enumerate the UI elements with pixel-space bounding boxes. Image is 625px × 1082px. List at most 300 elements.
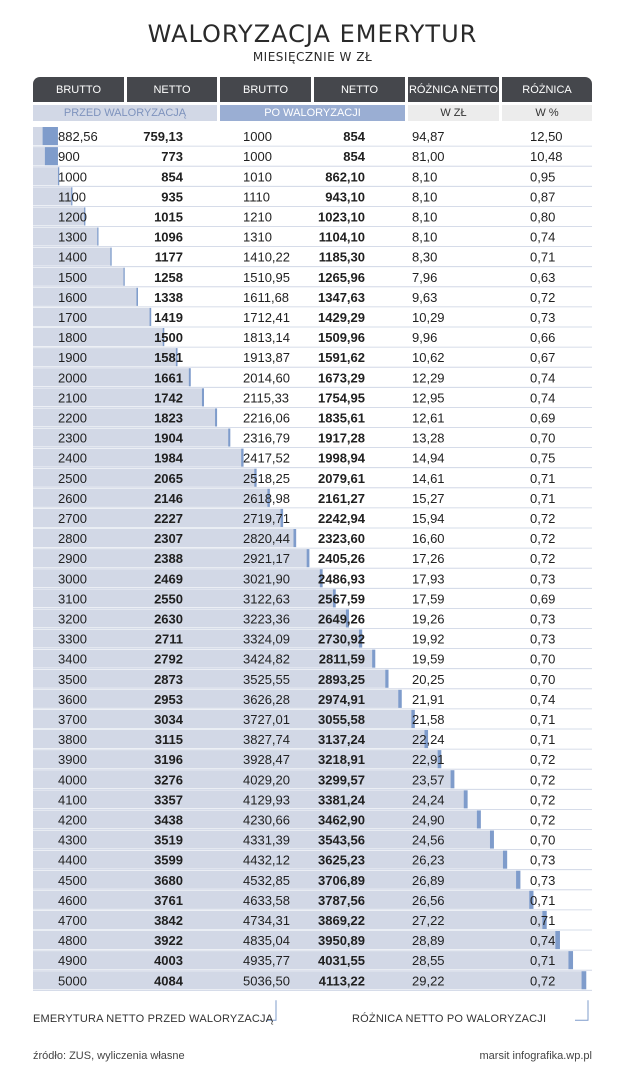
table-cell-roznica_zl: 10,29 — [412, 309, 445, 325]
table-cell-netto_po: 943,10 — [325, 189, 365, 205]
netto-diff-bar — [228, 429, 230, 447]
table-cell-roznica_pct: 0,71 — [530, 249, 556, 265]
table-cell-brutto_po: 4935,77 — [243, 953, 290, 969]
table-cell-roznica_pct: 0,72 — [530, 289, 556, 305]
table-cell-brutto_po: 1310 — [243, 229, 272, 245]
table-cell-roznica_pct: 0,73 — [530, 309, 556, 325]
header-diff-pct: RÓŻNICA — [502, 77, 592, 102]
table-cell-brutto_przed: 4200 — [58, 812, 87, 828]
table-cell-roznica_pct: 0,75 — [530, 450, 556, 466]
table-cell-brutto_po: 4029,20 — [243, 772, 290, 788]
table-cell-netto_przed: 2550 — [154, 591, 183, 607]
table-cell-roznica_pct: 0,74 — [530, 370, 556, 386]
table-cell-netto_przed: 3034 — [154, 711, 183, 727]
netto-diff-bar — [477, 810, 481, 828]
table-cell-brutto_po: 4432,12 — [243, 852, 290, 868]
table-cell-brutto_przed: 1100 — [58, 189, 86, 205]
table-cell-brutto_przed: 900 — [58, 149, 80, 165]
table-cell-brutto_przed: 4600 — [58, 892, 87, 908]
table-cell-roznica_pct: 0,73 — [530, 852, 556, 868]
table-cell-brutto_przed: 4100 — [58, 792, 87, 808]
table-cell-netto_po: 2811,59 — [318, 651, 365, 667]
table-cell-brutto_przed: 3200 — [58, 611, 87, 627]
table-cell-netto_przed: 773 — [161, 149, 183, 165]
table-cell-brutto_po: 2719,71 — [243, 510, 290, 526]
table-cell-roznica_pct: 0,73 — [530, 631, 556, 647]
table-cell-roznica_pct: 0,73 — [530, 571, 556, 587]
table-cell-brutto_po: 3626,28 — [243, 691, 290, 707]
table-cell-roznica_pct: 0,72 — [530, 752, 556, 768]
table-cell-netto_po: 2079,61 — [318, 470, 365, 486]
table-cell-brutto_po: 1410,22 — [243, 249, 290, 265]
table-cell-roznica_pct: 12,50 — [530, 129, 563, 145]
table-cell-netto_przed: 759,13 — [143, 129, 183, 145]
table-cell-roznica_zl: 13,28 — [412, 430, 445, 446]
table-cell-brutto_po: 4633,58 — [243, 892, 290, 908]
table-cell-roznica_pct: 0,71 — [530, 892, 556, 908]
netto-before-bar — [33, 750, 438, 768]
table-cell-roznica_pct: 10,48 — [530, 149, 563, 165]
table-cell-netto_po: 1917,28 — [318, 430, 365, 446]
table-cell-brutto_po: 1000 — [243, 129, 272, 145]
table-cell-netto_przed: 3276 — [154, 772, 183, 788]
table-cell-brutto_po: 1611,68 — [243, 289, 290, 305]
table-cell-netto_po: 1347,63 — [318, 289, 365, 305]
table-cell-brutto_przed: 1400 — [58, 249, 87, 265]
table-cell-brutto_przed: 3000 — [58, 571, 87, 587]
table-cell-roznica_pct: 0,72 — [530, 510, 556, 526]
table-cell-netto_przed: 1823 — [154, 410, 183, 426]
netto-diff-bar — [503, 851, 507, 869]
table-cell-netto_po: 2405,26 — [318, 551, 365, 567]
credit-note: marsit infografika.wp.pl — [479, 1050, 592, 1062]
table-cell-netto_po: 2323,60 — [318, 531, 365, 547]
table-cell-brutto_przed: 2500 — [58, 470, 87, 486]
table-cell-brutto_po: 2618,98 — [243, 490, 290, 506]
table-cell-netto_przed: 3599 — [154, 852, 183, 868]
table-cell-netto_przed: 2227 — [154, 510, 183, 526]
table-cell-roznica_zl: 12,29 — [412, 370, 445, 386]
netto-diff-bar — [202, 388, 204, 406]
table-cell-netto_przed: 2953 — [154, 691, 183, 707]
table-cell-netto_po: 1835,61 — [318, 410, 365, 426]
table-cell-roznica_zl: 22,24 — [412, 732, 445, 748]
table-cell-netto_przed: 1177 — [154, 249, 183, 265]
table-cell-roznica_zl: 12,95 — [412, 390, 445, 406]
netto-before-bar — [33, 127, 43, 145]
table-cell-netto_przed: 935 — [161, 189, 183, 205]
table-cell-roznica_pct: 0,74 — [530, 691, 556, 707]
table-cell-roznica_zl: 20,25 — [412, 671, 445, 687]
table-cell-roznica_zl: 8,10 — [412, 209, 438, 225]
table-cell-roznica_zl: 24,56 — [412, 832, 445, 848]
table-cell-roznica_zl: 17,59 — [412, 591, 445, 607]
table-cell-brutto_po: 3727,01 — [243, 711, 290, 727]
table-cell-brutto_przed: 1900 — [58, 350, 87, 366]
table-cell-brutto_po: 3223,36 — [243, 611, 290, 627]
legend-right: RÓŻNICA NETTO PO WALORYZACJI — [352, 1013, 547, 1025]
table-cell-netto_po: 3787,56 — [318, 892, 365, 908]
table-cell-netto_przed: 2873 — [154, 671, 183, 687]
table-cell-netto_po: 2649,26 — [318, 611, 365, 627]
table-cell-roznica_zl: 22,91 — [412, 752, 445, 768]
table-cell-netto_przed: 1661 — [154, 370, 183, 386]
legend-right-connector — [575, 1000, 588, 1020]
table-cell-brutto_po: 4532,85 — [243, 872, 290, 888]
table-cell-roznica_zl: 17,26 — [412, 551, 445, 567]
table-cell-roznica_zl: 81,00 — [412, 149, 445, 165]
table-cell-netto_przed: 3357 — [154, 792, 183, 808]
subheader-pct-unit: W % — [502, 105, 592, 121]
table-cell-netto_przed: 3680 — [154, 872, 183, 888]
table-cell-roznica_pct: 0,87 — [530, 189, 556, 205]
table-cell-brutto_przed: 3300 — [58, 631, 87, 647]
table-cell-brutto_przed: 1300 — [58, 229, 87, 245]
table-cell-brutto_przed: 1500 — [58, 269, 87, 285]
table-cell-netto_przed: 4084 — [154, 973, 183, 989]
table-cell-roznica_zl: 21,58 — [412, 711, 445, 727]
table-cell-roznica_pct: 0,73 — [530, 611, 556, 627]
subheader-after: PO WALORYZACJI — [220, 105, 405, 121]
source-note: źródło: ZUS, wyliczenia własne — [33, 1050, 185, 1062]
table-cell-roznica_zl: 26,23 — [412, 852, 445, 868]
table-cell-roznica_pct: 0,70 — [530, 651, 556, 667]
table-cell-roznica_zl: 14,61 — [412, 470, 445, 486]
netto-diff-bar — [385, 670, 388, 688]
table-cell-netto_po: 1265,96 — [318, 269, 365, 285]
table-cell-netto_po: 2730,92 — [318, 631, 365, 647]
table-cell-netto_przed: 1015 — [154, 209, 183, 225]
table-cell-netto_po: 1998,94 — [318, 450, 365, 466]
table-cell-brutto_przed: 1000 — [58, 169, 87, 185]
table-cell-netto_po: 1104,10 — [318, 229, 365, 245]
table-cell-netto_przed: 1419 — [154, 309, 183, 325]
table-cell-roznica_pct: 0,69 — [530, 410, 556, 426]
table-cell-netto_po: 4113,22 — [318, 973, 365, 989]
table-cell-brutto_po: 2518,25 — [243, 470, 290, 486]
netto-before-bar — [33, 730, 424, 748]
table-cell-roznica_pct: 0,74 — [530, 933, 556, 949]
table-cell-roznica_zl: 24,90 — [412, 812, 445, 828]
table-cell-netto_przed: 1096 — [154, 229, 183, 245]
table-cell-roznica_zl: 8,30 — [412, 249, 438, 265]
netto-diff-bar — [372, 650, 375, 668]
table-cell-brutto_przed: 2400 — [58, 450, 87, 466]
table-cell-netto_po: 3543,56 — [318, 832, 365, 848]
table-cell-brutto_po: 2216,06 — [243, 410, 290, 426]
table-cell-roznica_pct: 0,73 — [530, 872, 556, 888]
table-cell-netto_przed: 2711 — [154, 631, 183, 647]
table-cell-roznica_zl: 27,22 — [412, 912, 445, 928]
table-cell-netto_po: 3055,58 — [318, 711, 365, 727]
table-cell-roznica_zl: 7,96 — [412, 269, 438, 285]
table-cell-netto_po: 1429,29 — [318, 309, 365, 325]
netto-before-bar — [33, 770, 451, 788]
table-cell-brutto_przed: 4300 — [58, 832, 87, 848]
table-cell-roznica_pct: 0,72 — [530, 551, 556, 567]
table-cell-brutto_przed: 1800 — [58, 330, 87, 346]
table-cell-brutto_przed: 2900 — [58, 551, 87, 567]
netto-diff-bar — [451, 770, 455, 788]
netto-before-bar — [33, 931, 555, 949]
table-cell-brutto_przed: 3100 — [58, 591, 87, 607]
table-cell-netto_przed: 2065 — [154, 470, 183, 486]
header-diff-zl: RÓŻNICA NETTO — [408, 77, 499, 102]
table-cell-brutto_przed: 2200 — [58, 410, 87, 426]
table-cell-brutto_po: 3122,63 — [243, 591, 290, 607]
table-cell-roznica_zl: 26,56 — [412, 892, 445, 908]
netto-diff-bar — [189, 368, 191, 386]
table-cell-netto_po: 854 — [343, 149, 365, 165]
table-cell-roznica_zl: 9,96 — [412, 330, 438, 346]
table-cell-brutto_po: 4835,04 — [243, 933, 290, 949]
netto-diff-bar — [293, 529, 296, 547]
table-cell-brutto_po: 1010 — [243, 169, 272, 185]
netto-diff-bar — [516, 871, 520, 889]
table-cell-brutto_po: 2115,33 — [243, 390, 290, 406]
subheader-before: PRZED WALORYZACJĄ — [33, 105, 217, 121]
table-cell-brutto_przed: 4000 — [58, 772, 87, 788]
table-cell-netto_przed: 2388 — [154, 551, 183, 567]
table-cell-roznica_pct: 0,70 — [530, 832, 556, 848]
netto-before-bar — [33, 328, 163, 346]
table-cell-brutto_po: 5036,50 — [243, 973, 290, 989]
table-cell-brutto_po: 3021,90 — [243, 571, 290, 587]
table-cell-netto_przed: 3115 — [154, 732, 183, 748]
legend-left: EMERYTURA NETTO PRZED WALORYZACJĄ — [33, 1013, 274, 1025]
table-cell-roznica_zl: 19,92 — [412, 631, 445, 647]
table-cell-brutto_po: 2014,60 — [243, 370, 290, 386]
table-cell-brutto_po: 3525,55 — [243, 671, 290, 687]
table-cell-roznica_zl: 17,93 — [412, 571, 445, 587]
table-cell-brutto_przed: 1700 — [58, 309, 87, 325]
table-cell-netto_przed: 1581 — [154, 350, 183, 366]
table-cell-netto_przed: 3196 — [154, 752, 183, 768]
table-cell-roznica_zl: 29,22 — [412, 973, 445, 989]
table-cell-roznica_zl: 94,87 — [412, 129, 445, 145]
table-cell-netto_przed: 1742 — [154, 390, 183, 406]
table-cell-brutto_po: 2316,79 — [243, 430, 290, 446]
table-cell-roznica_zl: 14,94 — [412, 450, 445, 466]
netto-diff-bar — [136, 288, 138, 306]
table-cell-netto_przed: 2307 — [154, 531, 183, 547]
table-cell-brutto_przed: 2000 — [58, 370, 87, 386]
table-cell-netto_po: 1023,10 — [318, 209, 365, 225]
table-cell-roznica_zl: 28,89 — [412, 933, 445, 949]
table-cell-netto_po: 854 — [343, 129, 365, 145]
header-netto-before: NETTO — [127, 77, 217, 102]
netto-diff-bar — [97, 228, 98, 246]
netto-diff-bar — [45, 147, 58, 165]
table-cell-roznica_zl: 24,24 — [412, 792, 445, 808]
table-cell-brutto_przed: 882,56 — [58, 129, 98, 145]
table-cell-brutto_po: 4734,31 — [243, 912, 290, 928]
netto-before-bar — [33, 167, 58, 185]
table-cell-netto_po: 2242,94 — [318, 510, 365, 526]
table-cell-roznica_pct: 0,72 — [530, 772, 556, 788]
table-cell-roznica_pct: 0,71 — [530, 953, 556, 969]
netto-diff-bar — [464, 790, 468, 808]
table-cell-roznica_pct: 0,71 — [530, 912, 556, 928]
table-cell-brutto_po: 3324,09 — [243, 631, 290, 647]
table-cell-netto_po: 1673,29 — [318, 370, 365, 386]
table-cell-brutto_przed: 1200 — [58, 209, 87, 225]
table-cell-roznica_zl: 10,62 — [412, 350, 445, 366]
table-cell-roznica_zl: 8,10 — [412, 169, 438, 185]
netto-diff-bar — [215, 408, 217, 426]
table-cell-netto_po: 3218,91 — [318, 752, 365, 768]
table-cell-brutto_przed: 3600 — [58, 691, 87, 707]
chart-title: WALORYZACJA EMERYTUR — [147, 20, 478, 48]
table-cell-netto_przed: 854 — [161, 169, 183, 185]
table-cell-roznica_pct: 0,69 — [530, 591, 556, 607]
table-cell-netto_przed: 1984 — [154, 450, 183, 466]
table-cell-brutto_przed: 2600 — [58, 490, 87, 506]
table-cell-roznica_zl: 9,63 — [412, 289, 438, 305]
table-cell-roznica_pct: 0,71 — [530, 470, 556, 486]
table-cell-brutto_przed: 3500 — [58, 671, 87, 687]
table-cell-brutto_po: 1110 — [243, 189, 270, 205]
table-cell-brutto_przed: 4500 — [58, 872, 87, 888]
table-cell-netto_po: 2567,59 — [318, 591, 365, 607]
table-cell-netto_po: 2974,91 — [318, 691, 365, 707]
table-cell-brutto_po: 3424,82 — [243, 651, 290, 667]
table-cell-netto_po: 3381,24 — [318, 792, 365, 808]
table-cell-brutto_przed: 2300 — [58, 430, 87, 446]
table-cell-brutto_przed: 4800 — [58, 933, 87, 949]
table-cell-roznica_pct: 0,70 — [530, 671, 556, 687]
subheader-diff-unit: W ZŁ — [408, 105, 499, 121]
table-cell-netto_przed: 3438 — [154, 812, 183, 828]
table-cell-netto_przed: 3519 — [154, 832, 183, 848]
table-cell-netto_po: 2486,93 — [318, 571, 365, 587]
header-brutto-after: BRUTTO — [220, 77, 311, 102]
netto-diff-bar — [568, 951, 573, 969]
table-cell-brutto_przed: 4900 — [58, 953, 87, 969]
table-cell-netto_przed: 2469 — [154, 571, 183, 587]
table-cell-roznica_zl: 21,91 — [412, 691, 445, 707]
header-brutto-before: BRUTTO — [33, 77, 124, 102]
table-cell-brutto_przed: 3800 — [58, 732, 87, 748]
netto-diff-bar — [307, 549, 310, 567]
table-cell-netto_przed: 3761 — [154, 892, 183, 908]
table-cell-roznica_pct: 0,71 — [530, 711, 556, 727]
table-cell-roznica_pct: 0,74 — [530, 390, 556, 406]
table-cell-roznica_zl: 19,26 — [412, 611, 445, 627]
table-cell-roznica_pct: 0,67 — [530, 350, 556, 366]
table-cell-brutto_przed: 5000 — [58, 973, 87, 989]
netto-diff-bar — [490, 831, 494, 849]
table-cell-roznica_pct: 0,95 — [530, 169, 556, 185]
header-netto-after: NETTO — [314, 77, 405, 102]
table-cell-brutto_przed: 4700 — [58, 912, 87, 928]
table-cell-brutto_po: 2417,52 — [243, 450, 290, 466]
netto-diff-bar — [398, 690, 402, 708]
table-cell-roznica_pct: 0,74 — [530, 229, 556, 245]
table-cell-roznica_zl: 28,55 — [412, 953, 445, 969]
table-cell-roznica_zl: 26,89 — [412, 872, 445, 888]
table-cell-roznica_pct: 0,71 — [530, 732, 556, 748]
table-cell-netto_przed: 2792 — [154, 651, 183, 667]
table-cell-roznica_pct: 0,66 — [530, 330, 556, 346]
table-cell-netto_po: 3625,23 — [318, 852, 365, 868]
table-cell-roznica_pct: 0,80 — [530, 209, 556, 225]
table-cell-roznica_pct: 0,71 — [530, 490, 556, 506]
table-cell-brutto_przed: 1600 — [58, 289, 87, 305]
table-cell-brutto_po: 3928,47 — [243, 752, 290, 768]
table-cell-roznica_pct: 0,72 — [530, 973, 556, 989]
table-cell-netto_przed: 2630 — [154, 611, 183, 627]
table-cell-netto_po: 3950,89 — [318, 933, 365, 949]
table-cell-brutto_po: 3827,74 — [243, 732, 290, 748]
netto-before-bar — [33, 147, 45, 165]
table-cell-brutto_po: 1000 — [243, 149, 272, 165]
table-cell-brutto_po: 2820,44 — [243, 531, 290, 547]
table-cell-netto_przed: 3842 — [154, 912, 183, 928]
table-cell-netto_po: 3869,22 — [318, 912, 365, 928]
table-cell-netto_po: 3706,89 — [318, 872, 365, 888]
netto-diff-bar — [123, 268, 124, 286]
table-cell-roznica_zl: 12,61 — [412, 410, 445, 426]
table-cell-brutto_po: 1210 — [243, 209, 272, 225]
table-cell-roznica_pct: 0,63 — [530, 269, 556, 285]
table-cell-netto_przed: 1904 — [154, 430, 183, 446]
netto-diff-bar — [150, 308, 152, 326]
table-cell-roznica_zl: 8,10 — [412, 189, 438, 205]
netto-diff-bar — [555, 931, 560, 949]
table-cell-netto_po: 2161,27 — [318, 490, 365, 506]
table-cell-netto_przed: 1258 — [154, 269, 183, 285]
table-cell-brutto_przed: 4400 — [58, 852, 87, 868]
netto-diff-bar — [110, 248, 111, 266]
table-cell-brutto_po: 1913,87 — [243, 350, 290, 366]
table-cell-roznica_zl: 15,27 — [412, 490, 445, 506]
table-cell-roznica_zl: 8,10 — [412, 229, 438, 245]
table-cell-netto_przed: 1338 — [154, 289, 183, 305]
table-cell-roznica_pct: 0,72 — [530, 531, 556, 547]
table-cell-netto_po: 1591,62 — [318, 350, 365, 366]
table-cell-brutto_po: 1510,95 — [243, 269, 290, 285]
table-cell-roznica_zl: 19,59 — [412, 651, 445, 667]
table-cell-brutto_przed: 3700 — [58, 711, 87, 727]
table-cell-brutto_przed: 3900 — [58, 752, 87, 768]
netto-before-bar — [33, 971, 582, 989]
table-cell-roznica_pct: 0,72 — [530, 812, 556, 828]
table-cell-netto_po: 1754,95 — [318, 390, 365, 406]
table-cell-netto_po: 3137,24 — [318, 732, 365, 748]
table-cell-roznica_pct: 0,72 — [530, 792, 556, 808]
table-cell-brutto_przed: 2700 — [58, 510, 87, 526]
table-cell-roznica_zl: 16,60 — [412, 531, 445, 547]
table-cell-brutto_po: 1813,14 — [243, 330, 290, 346]
table-cell-netto_po: 4031,55 — [318, 953, 365, 969]
table-cell-brutto_po: 1712,41 — [243, 309, 290, 325]
netto-before-bar — [33, 308, 150, 326]
netto-diff-bar — [582, 971, 587, 989]
netto-diff-bar — [43, 127, 58, 145]
table-cell-netto_przed: 1500 — [154, 330, 183, 346]
table-cell-netto_po: 3299,57 — [318, 772, 365, 788]
chart-subtitle: MIESIĘCZNIE W ZŁ — [252, 50, 373, 64]
table-cell-netto_przed: 3922 — [154, 933, 183, 949]
table-cell-netto_po: 1509,96 — [318, 330, 365, 346]
table-cell-roznica_zl: 15,94 — [412, 510, 445, 526]
netto-before-bar — [33, 951, 568, 969]
table-cell-brutto_po: 4230,66 — [243, 812, 290, 828]
table-cell-netto_po: 1185,30 — [318, 249, 365, 265]
table-cell-netto_przed: 2146 — [154, 490, 183, 506]
table-cell-roznica_zl: 23,57 — [412, 772, 445, 788]
